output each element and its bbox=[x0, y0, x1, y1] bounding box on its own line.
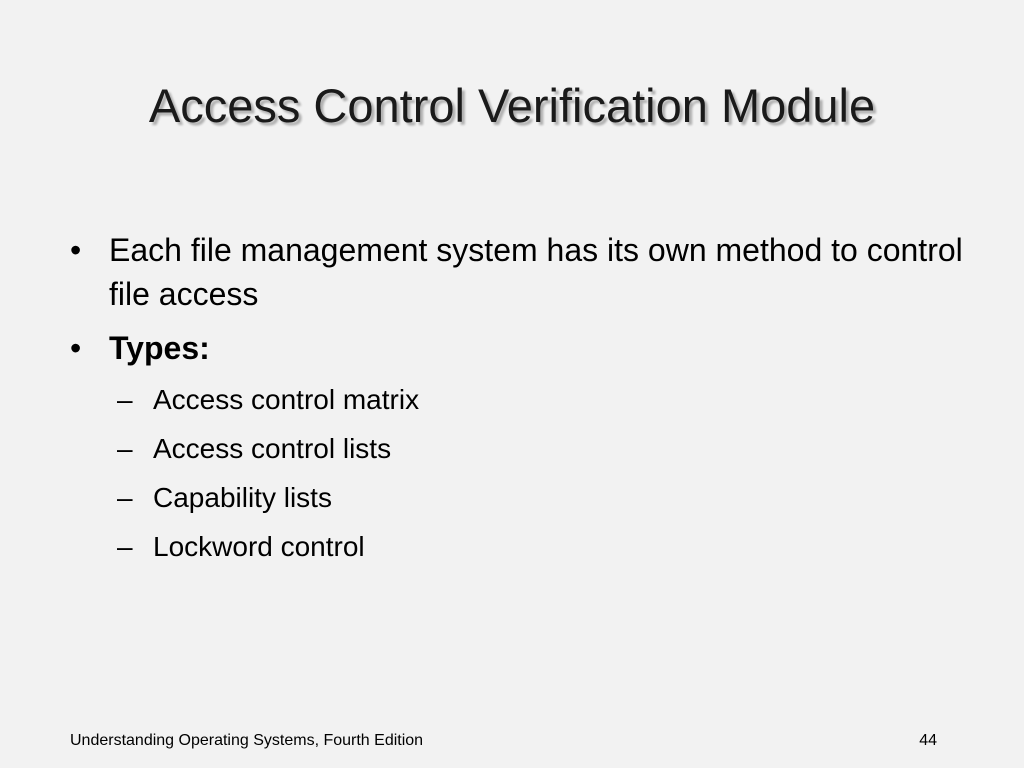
bullet-marker: • bbox=[70, 232, 82, 268]
sub-bullet-text: Capability lists bbox=[153, 482, 332, 513]
dash-marker: – bbox=[117, 482, 133, 513]
bullet-marker: • bbox=[70, 330, 82, 366]
bullet-item bbox=[70, 326, 970, 370]
sub-bullet-text: Access control matrix bbox=[153, 384, 420, 415]
slide-body bbox=[70, 228, 970, 576]
bullet-text: Types: bbox=[109, 330, 210, 366]
sub-list bbox=[70, 380, 970, 567]
sub-bullet-text: Lockword control bbox=[153, 531, 365, 562]
sub-bullet-item bbox=[70, 380, 970, 420]
sub-bullet-text: Access control lists bbox=[153, 433, 392, 464]
slide-title: Access Control Verification Module bbox=[148, 79, 876, 132]
sub-bullet-item bbox=[70, 478, 970, 518]
dash-marker: – bbox=[117, 384, 133, 415]
bullet-text: Each file management system has its own method to control file access bbox=[109, 232, 963, 312]
sub-bullet-item bbox=[70, 429, 970, 469]
footer-book-title: Understanding Operating Systems, Fourth Edition bbox=[70, 732, 424, 749]
dash-marker: – bbox=[117, 433, 133, 464]
dash-marker: – bbox=[117, 531, 133, 562]
page-number: 44 bbox=[919, 732, 937, 749]
bullet-item bbox=[70, 228, 970, 316]
sub-bullet-item bbox=[70, 527, 970, 567]
